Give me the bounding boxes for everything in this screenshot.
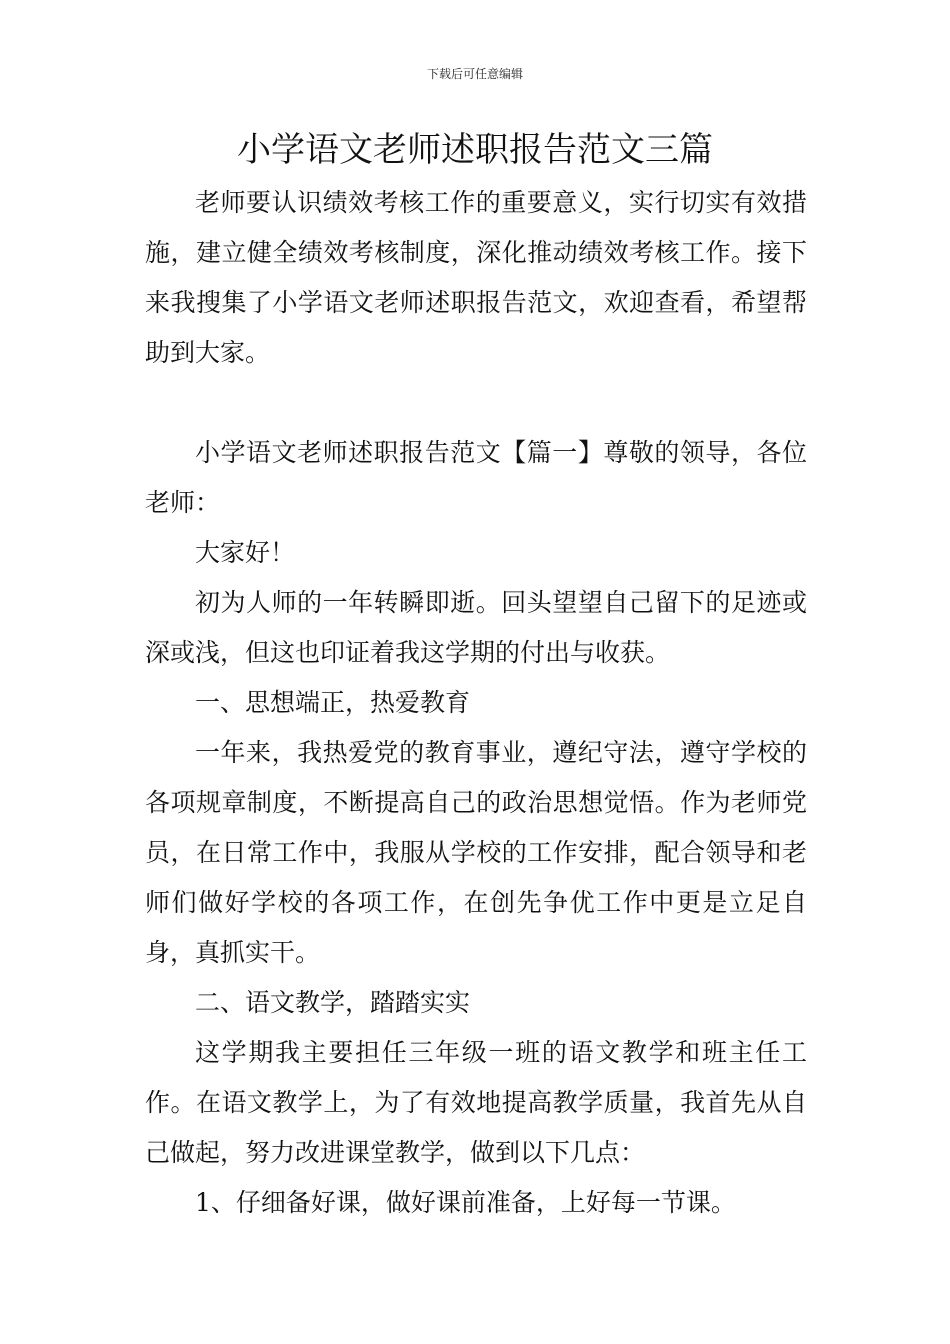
- body-paragraph: 初为人师的一年转瞬即逝。回头望望自己留下的足迹或深或浅，但这也印证着我这学期的付出与收获。: [145, 588, 807, 667]
- header-note: 下载后可任意编辑: [426, 67, 523, 81]
- section-heading-part-one: 小学语文老师述职报告范文【篇一】尊敬的领导，各位老师：: [145, 438, 807, 517]
- paragraph-spacer: [145, 378, 807, 428]
- document-body: [145, 178, 807, 1228]
- body-paragraph: 这学期我主要担任三年级一班的语文教学和班主任工作。在语文教学上，为了有效地提高教学质量，我首先从自己做起，努力改进课堂教学，做到以下几点：: [145, 1038, 807, 1167]
- list-item: 1、仔细备好课，做好课前准备，上好每一节课。: [195, 1188, 736, 1217]
- document-title: 小学语文老师述职报告范文三篇: [237, 130, 713, 170]
- greeting-paragraph: 大家好！: [195, 538, 296, 567]
- subheading-thought: 一、思想端正，热爱教育: [195, 688, 471, 717]
- body-paragraph: 一年来，我热爱党的教育事业，遵纪守法，遵守学校的各项规章制度，不断提高自己的政治思想觉悟。作为老师党员，在日常工作中，我服从学校的工作安排，配合领导和老师们做好学校的各项工作，在创先争优工作中更是立足自身，真抓实干。: [145, 738, 807, 967]
- subheading-teaching: 二、语文教学，踏踏实实: [195, 988, 471, 1017]
- intro-paragraph: 老师要认识绩效考核工作的重要意义，实行切实有效措施，建立健全绩效考核制度，深化推动绩效考核工作。接下来我搜集了小学语文老师述职报告范文，欢迎查看，希望帮助到大家。: [145, 188, 807, 367]
